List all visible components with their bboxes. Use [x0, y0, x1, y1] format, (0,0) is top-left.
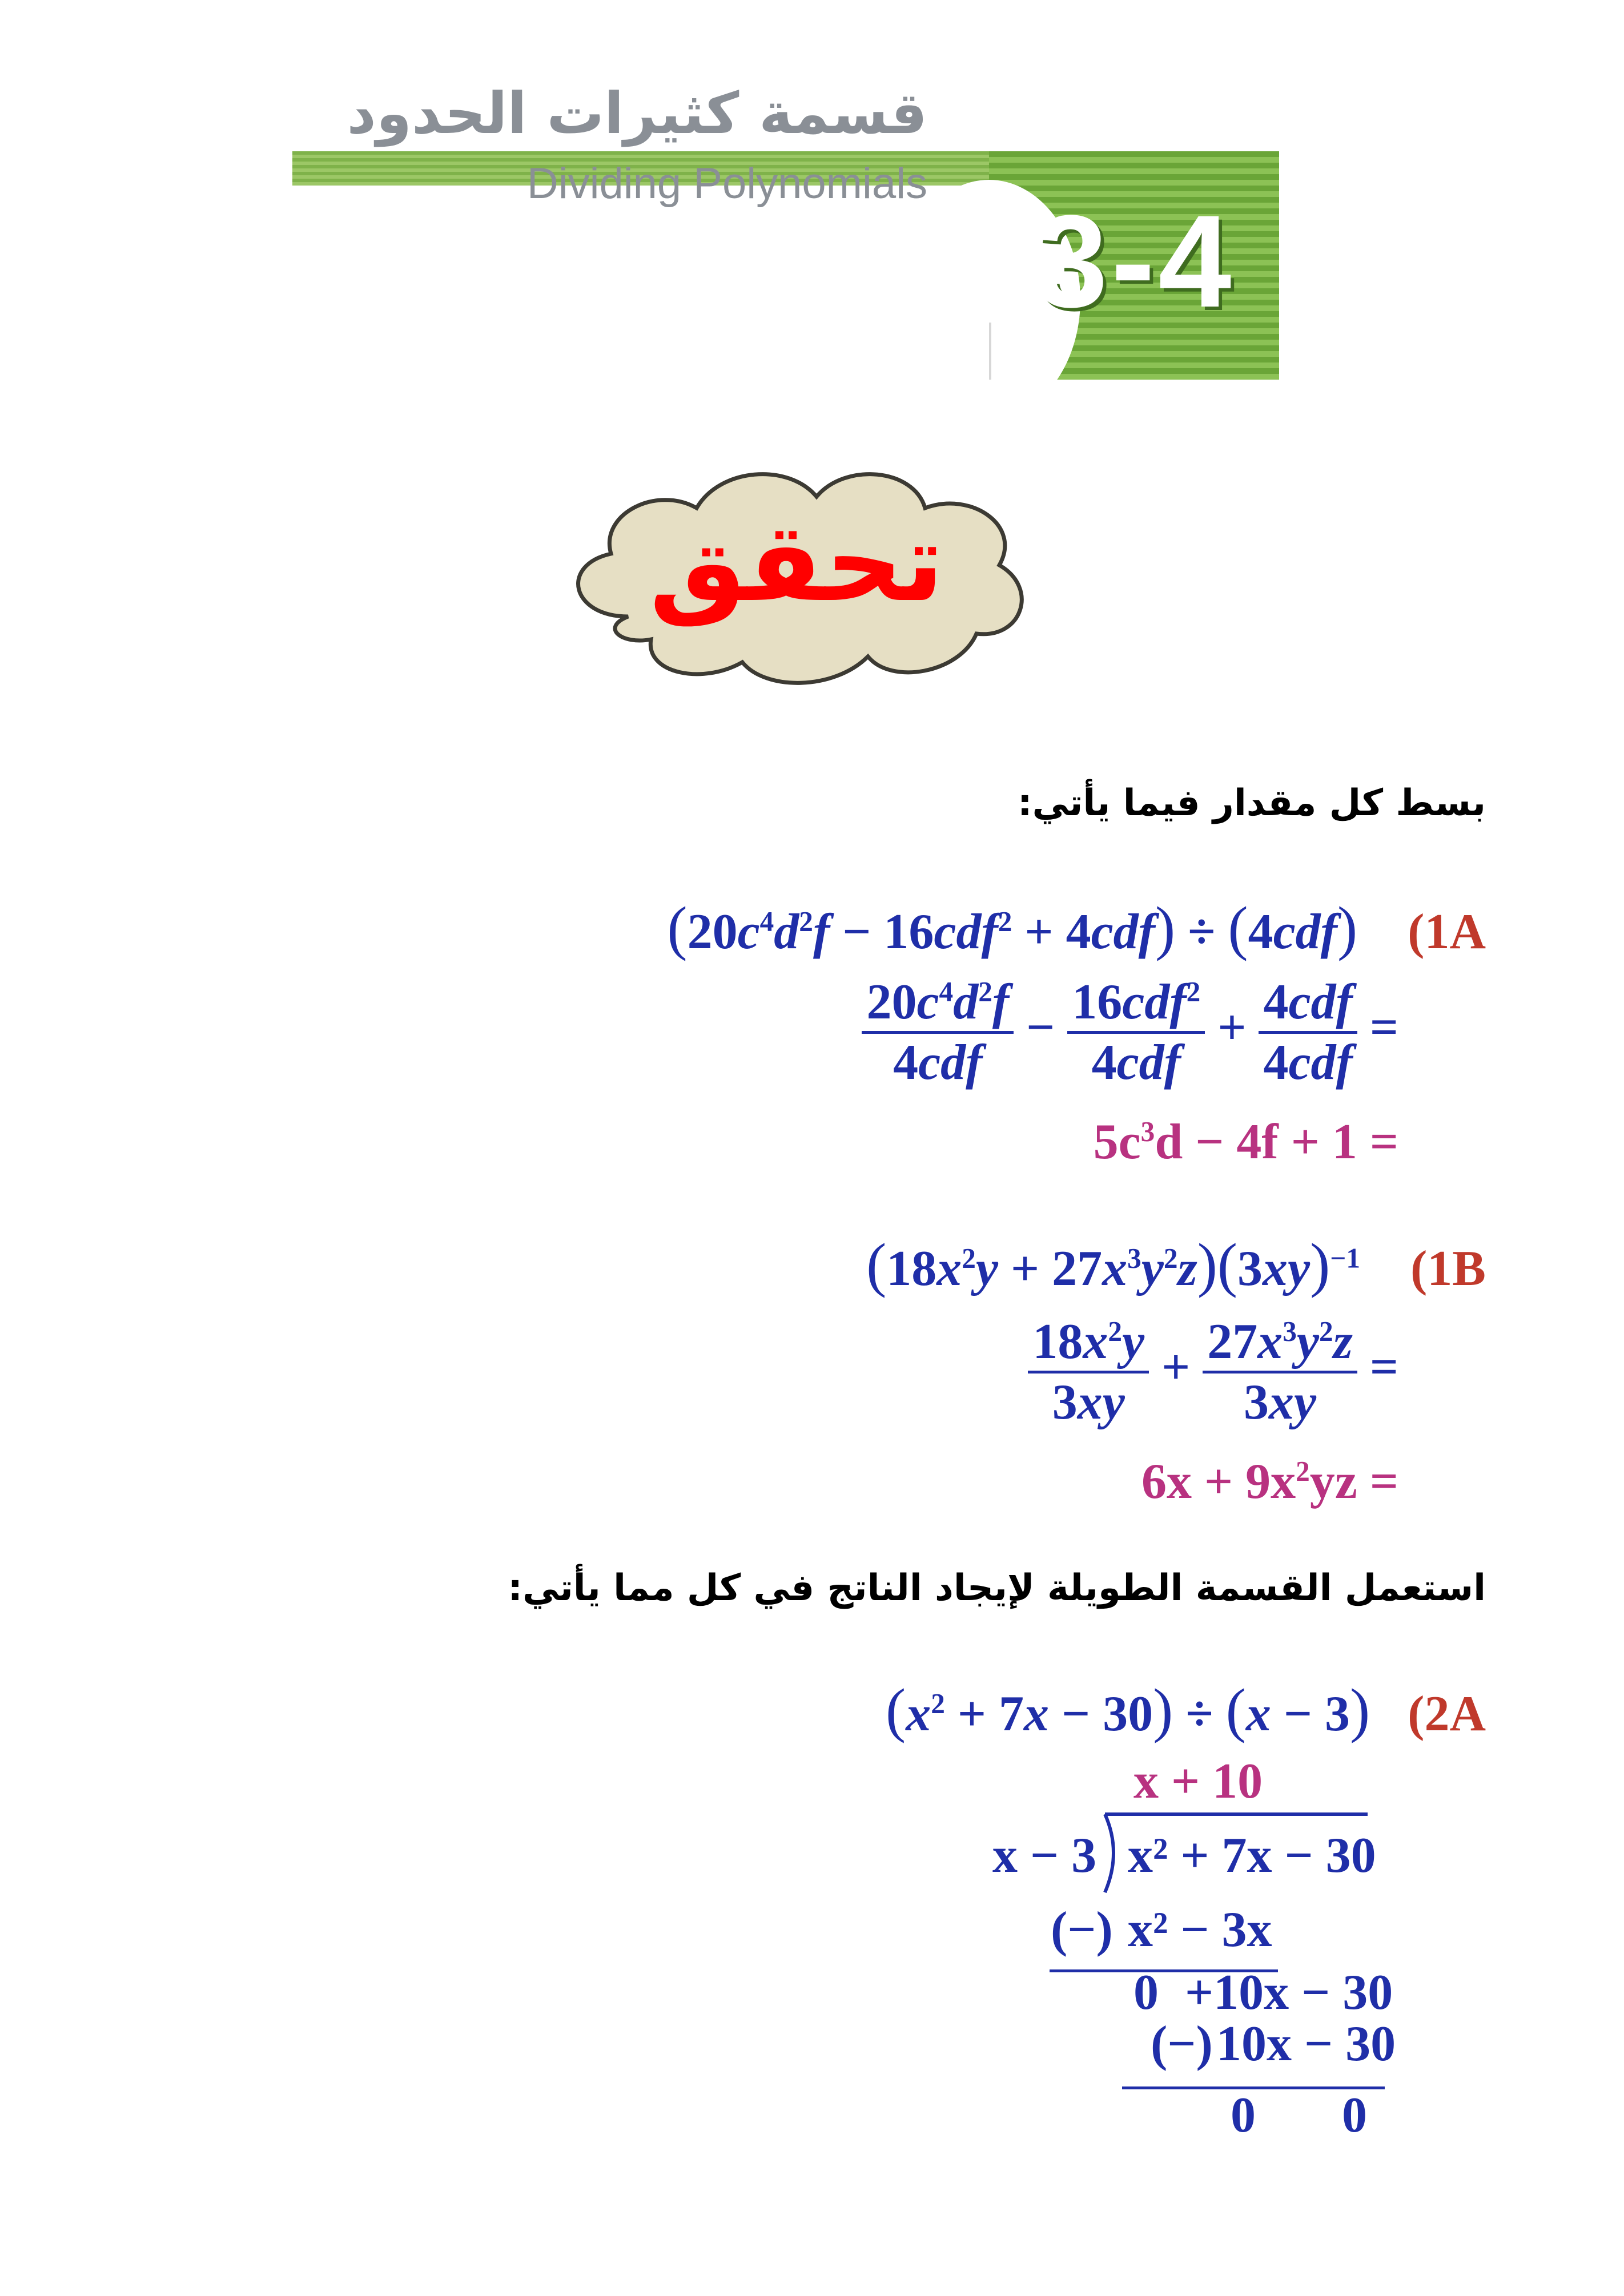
problem-1a-result: $5c^3d - 4f + 1$ =: [1093, 1114, 1398, 1170]
step2-subtrahend: 10x − 30: [1216, 2016, 1396, 2072]
result-1b-part2: yz =: [1309, 1454, 1398, 1509]
banner-separator: [989, 323, 991, 380]
lesson-number: 3-4: [1035, 188, 1235, 335]
problem-1b-result: $6x + 9x^2yz$ =: [1141, 1454, 1398, 1509]
check-label: تحقق: [649, 500, 944, 626]
simplify-instruction: بسط كل مقدار فيما يأتي:: [1018, 782, 1486, 824]
remainder2-zero-a: 0: [1231, 2088, 1256, 2143]
lesson-title-arabic: قسمة كثيرات الحدود: [347, 80, 927, 147]
problem-1a-fractions: $\frac{20c^4d^2f}{\text{4cdf}}$ − $\frac{16cdf^2}{\text{4cdf}}$ + $\frac{\text{4cdf}}{\text{4cdf}}$ =: [862, 973, 1398, 1091]
problem-1a-label: (1A: [1408, 904, 1486, 960]
long-division-quotient: x + 10: [1133, 1754, 1263, 1809]
remainder2-zero-b: 0: [1342, 2088, 1367, 2143]
long-division-instruction: استعمل القسمة الطويلة لإيجاد الناتج في كل مما يأتي:: [508, 1567, 1486, 1609]
long-division-dividend: x² + 7x − 30: [1128, 1828, 1376, 1883]
result-1b-part1: 6x + 9x: [1141, 1454, 1296, 1509]
remainder1-terms: +10x − 30: [1185, 1965, 1393, 2020]
result-1a-part2: d − 4f + 1 =: [1155, 1114, 1398, 1170]
problem-1b-fractions: $\frac{18x^2y}{3xy}$ + $\frac{27x^3y^2z}{3xy}$ =: [1028, 1313, 1398, 1431]
remainder1-zero: 0: [1133, 1965, 1159, 2020]
step1-subtrahend: x² − 3x: [1128, 1902, 1272, 1957]
long-division-divisor: x − 3: [992, 1828, 1097, 1883]
problem-1b-statement: $(18x^2y + 27x^3y^2z)(3xy)^{-1}$ (1B: [866, 1231, 1486, 1298]
problem-1a-statement: $(20c^4d^2f - 16cdf^2 + 4cdf) \div (4cdf)$ (1A: [667, 895, 1486, 961]
step2-minus: (−): [1151, 2016, 1213, 2072]
problem-2a-statement: $(x^2 + 7x - 30) \div (x - 3)$ (2A: [886, 1677, 1486, 1743]
problem-1b-label: (1B: [1410, 1241, 1486, 1296]
problem-2a-label: (2A: [1408, 1686, 1486, 1742]
check-cloud: [548, 445, 1045, 708]
step1-minus: (−): [1051, 1902, 1113, 1957]
result-1a-part1: 5c: [1093, 1114, 1141, 1170]
lesson-title-english: Dividing Polynomials: [526, 159, 927, 208]
